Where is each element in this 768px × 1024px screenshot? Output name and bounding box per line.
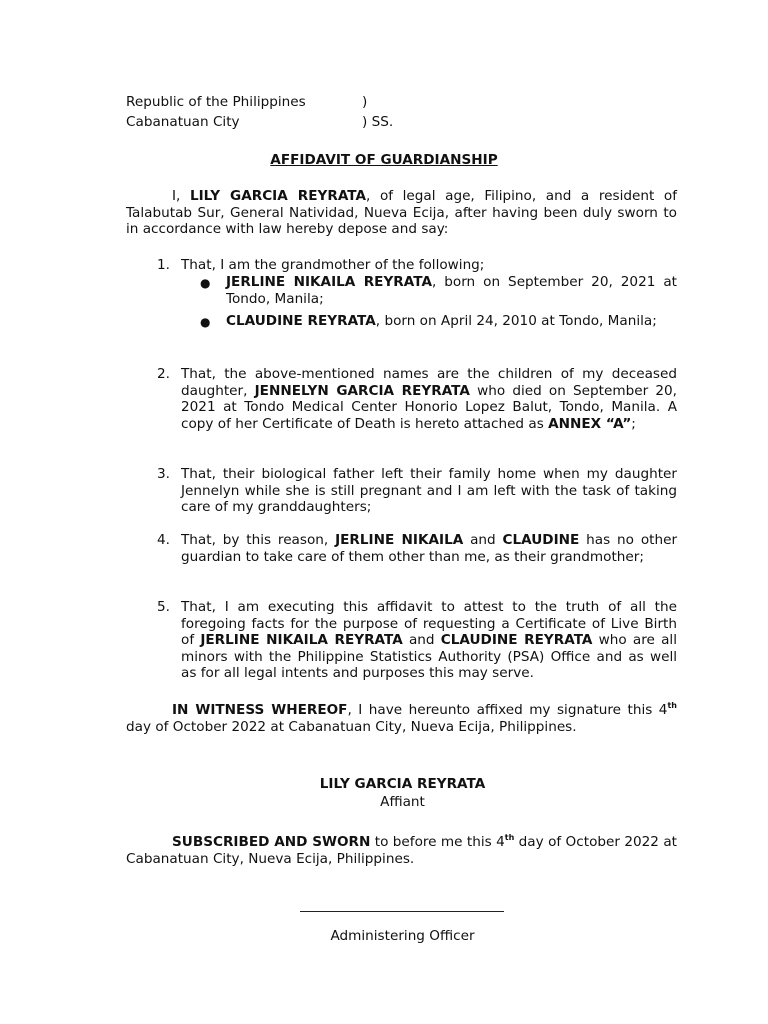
child-2-name: CLAUDINE REYRATA <box>226 313 376 329</box>
item-5-part-2: and <box>402 632 441 649</box>
item-5-text <box>181 599 677 682</box>
jurat-part-2: day of October 2022 at Cabanatuan City, Nueva Ecija, Philippines. <box>126 834 677 867</box>
witness-lead: IN WITNESS WHEREOF <box>172 702 348 718</box>
witness-part-2: day of October 2022 at Cabanatuan City, Nueva Ecija, Philippines. <box>126 718 577 735</box>
item-4-number: 4. <box>157 532 170 548</box>
child-entry-2 <box>226 313 677 330</box>
item-3-number: 3. <box>157 466 170 482</box>
affiant-signature-name: LILY GARCIA REYRATA <box>319 776 486 792</box>
item-4-name-2: CLAUDINE <box>502 532 580 548</box>
bullet-icon: ● <box>200 276 211 290</box>
item-5-number: 5. <box>157 599 170 615</box>
jurat-paragraph <box>126 834 677 867</box>
item-2-part-2: who died on September 20, 2021 at Tondo Medical Center Honorio Lopez Balut, Tondo, Manila. A copy of her Certificate of Death is hereto attached as <box>181 382 677 432</box>
child-1-detail: , born on September 20, 2021 at Tondo, Manila; <box>226 274 677 307</box>
bullet-icon: ● <box>200 315 211 329</box>
intro-paragraph <box>126 188 677 238</box>
child-1-name: JERLINE NIKAILA REYRATA <box>226 274 432 290</box>
intro-lead: I, <box>172 188 190 204</box>
child-2-detail: , born on April 24, 2010 at Tondo, Manila; <box>375 313 657 329</box>
item-2-text <box>181 366 677 432</box>
officer-signature-line <box>300 911 504 912</box>
item-1-number: 1. <box>157 257 170 273</box>
document-title: AFFIDAVIT OF GUARDIANSHIP <box>270 152 498 168</box>
item-2-part-3: ; <box>631 415 636 432</box>
item-4-part-3: has no other guardian to take care of them other than me, as their grandmother; <box>181 532 678 565</box>
administering-officer-label: Administering Officer <box>330 928 475 944</box>
jurat-ordinal: th <box>504 833 515 842</box>
venue-ss: ) SS. <box>362 114 394 130</box>
affiant-name-intro: LILY GARCIA REYRATA <box>189 188 367 204</box>
item-1-text: That, I am the grandmother of the following; <box>181 257 485 273</box>
annex-label: ANNEX “A” <box>548 415 632 432</box>
witness-ordinal: th <box>667 701 677 710</box>
item-2-number: 2. <box>157 366 170 382</box>
venue-country: Republic of the Philippines <box>126 94 306 110</box>
jurat-part-1: to before me this 4 <box>370 834 505 850</box>
item-5-part-1: That, I am executing this affidavit to attest to the truth of all the foregoing facts for the purpose of requesting a Certificate of Live Birth of <box>181 599 677 649</box>
item-4-name-1: JERLINE NIKAILA <box>335 532 464 548</box>
witness-paragraph <box>126 702 677 735</box>
jurat-lead: SUBSCRIBED AND SWORN <box>172 834 371 850</box>
intro-rest: , of legal age, Filipino, and a resident of Talabutab Sur, General Natividad, Nueva Ecija, after having been duly sworn to in accordance with law hereby depose and say: <box>126 188 678 238</box>
witness-part-1: , I have hereunto affixed my signature this 4 <box>347 702 668 718</box>
affiant-role: Affiant <box>380 794 425 810</box>
venue-bracket: ) <box>362 94 368 110</box>
item-4-part-2: and <box>463 532 503 548</box>
item-5-part-3: who are all minors with the Philippine Statistics Authority (PSA) Office and as well as for all legal intents and purposes this may serve. <box>181 632 677 682</box>
item-3-text: That, their biological father left their family home when my daughter Jennelyn while she is still pregnant and I am left with the task of taking care of my granddaughters; <box>181 466 677 516</box>
item-4-part-1: That, by this reason, <box>181 532 336 548</box>
item-5-name-2: CLAUDINE REYRATA <box>440 632 593 649</box>
child-entry-1 <box>226 274 677 307</box>
mother-name: JENNELYN GARCIA REYRATA <box>254 382 470 399</box>
item-5-name-1: JERLINE NIKAILA REYRATA <box>200 632 403 649</box>
item-2-part-1: That, the above-mentioned names are the children of my deceased daughter, <box>181 366 677 399</box>
venue-city: Cabanatuan City <box>126 114 240 130</box>
item-4-text <box>181 532 677 565</box>
